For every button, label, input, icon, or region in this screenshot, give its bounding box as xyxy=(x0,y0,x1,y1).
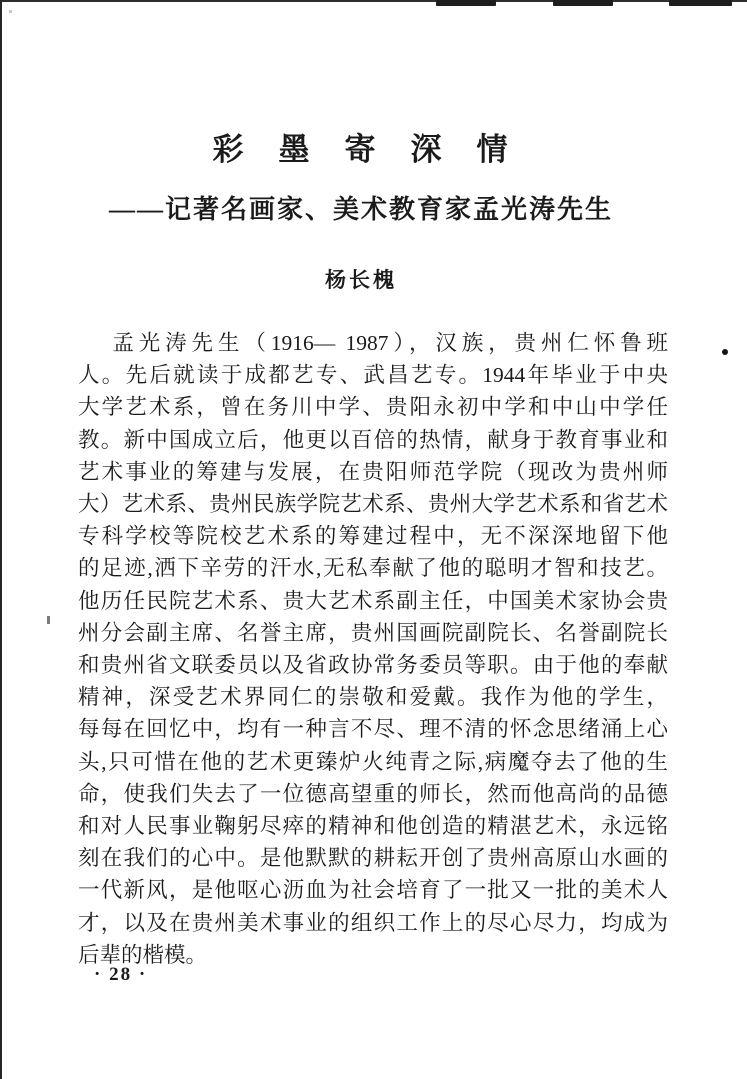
author-name: 杨长槐 xyxy=(325,268,397,292)
body-text-line: 和贵州省文联委员以及省政协常务委员等职。由于他的奉献 xyxy=(78,653,668,678)
article-subtitle: ——记著名画家、美术教育家孟光涛先生 xyxy=(108,195,613,224)
article-body xyxy=(78,327,668,971)
body-text-line: 艺术事业的筹建与发展，在贵阳师范学院（现改为贵州师 xyxy=(78,459,668,484)
body-text-line: 大学艺术系，曾在务川中学、贵阳永初中学和中山中学任 xyxy=(78,395,668,420)
body-text-line: 人。先后就读于成都艺专、武昌艺专。1944年毕业于中央 xyxy=(78,363,668,388)
scan-top-edge-line xyxy=(0,0,747,2)
body-text-line: 精神，深受艺术界同仁的崇敬和爱戴。我作为他的学生， xyxy=(78,685,668,710)
scan-top-dash-1 xyxy=(436,0,496,6)
body-text-line: 头,只可惜在他的艺术更臻炉火纯青之际,病魔夺去了他的生 xyxy=(78,749,668,774)
ink-speck-top-left xyxy=(9,10,12,13)
scan-top-dash-2 xyxy=(553,0,613,6)
body-text-line: 命，使我们失去了一位德高望重的师长，然而他高尚的品德 xyxy=(78,781,668,806)
article-title: 彩 墨 寄 深 情 xyxy=(212,132,510,167)
body-text-line: 才，以及在贵州美术事业的组织工作上的尽心尽力，均成为 xyxy=(78,910,668,935)
scan-left-edge-line xyxy=(0,0,2,1079)
body-text-line: 和对人民事业鞠躬尽瘁的精神和他创造的精湛艺术，永远铭 xyxy=(78,814,668,839)
body-text-line: 一代新风，是他呕心沥血为社会培育了一批又一批的美术人 xyxy=(78,878,668,903)
ink-speck-right xyxy=(722,349,728,355)
body-text-line: 的足迹,洒下辛劳的汗水,无私奉献了他的聪明才智和技艺。 xyxy=(78,556,668,581)
ink-speck-left xyxy=(47,616,50,624)
scan-top-dash-3 xyxy=(669,0,732,6)
body-text-line: 刻在我们的心中。是他默默的耕耘开创了贵州高原山水画的 xyxy=(78,846,668,871)
page-number: · 28 · xyxy=(94,964,148,985)
body-text-line: 每每在回忆中，均有一种言不尽、理不清的怀念思绪涌上心 xyxy=(78,717,668,742)
body-text-line: 专科学校等院校艺术系的筹建过程中，无不深深地留下他 xyxy=(78,524,668,549)
body-text-line: 教。新中国成立后，他更以百倍的热情，献身于教育事业和 xyxy=(78,427,668,452)
body-text-line: 大）艺术系、贵州民族学院艺术系、贵州大学艺术系和省艺术 xyxy=(78,492,668,517)
body-text-line: 州分会副主席、名誉主席，贵州国画院副院长、名誉副院长 xyxy=(78,620,668,645)
body-text-line: 后辈的楷模。 xyxy=(78,942,208,967)
body-text-line: 他历任民院艺术系、贵大艺术系副主任，中国美术家协会贵 xyxy=(78,588,668,613)
body-text-line: 孟光涛先生（1916— 1987），汉族，贵州仁怀鲁班 xyxy=(112,331,668,355)
